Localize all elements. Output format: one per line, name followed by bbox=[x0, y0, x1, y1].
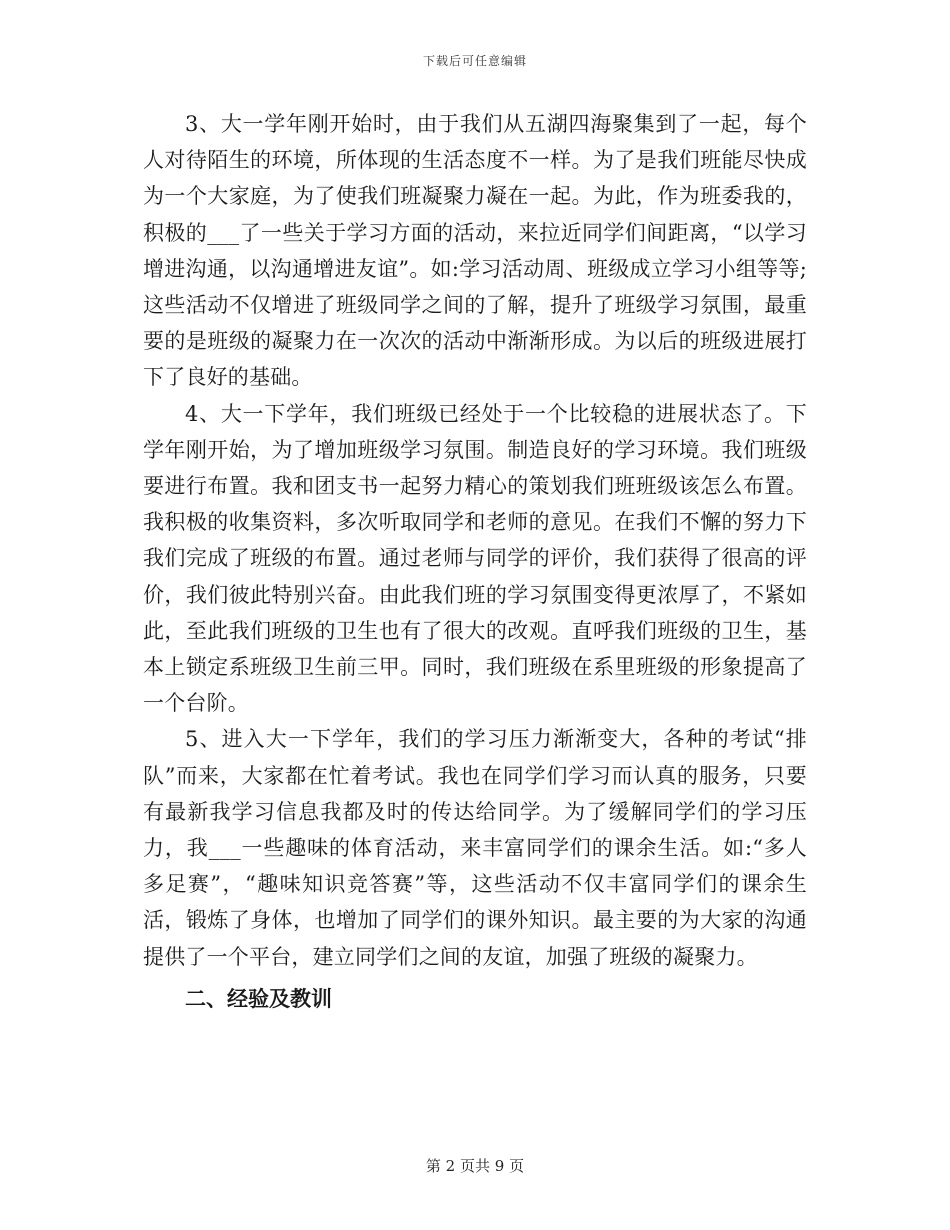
page-header: 下载后可任意编辑 bbox=[422, 54, 527, 68]
paragraph-5: 5、进入大一下学年，我们的学习压力渐渐变大，各种的考试“排队”而来，大家都在忙着考试。我也在同学们学习而认真的服务，只要有最新我学习信息我都及时的传达给同学。为了缓解同学们的学习压力，我___一些趣味的体育活动，来丰富同学们的课余生活。如:“多人多足赛”，“趣味知识竞答赛”等，这些活动不仅丰富同学们的课余生活，锻炼了身体，也增加了同学们的课外知识。最主要的为大家的沟通提供了一个平台，建立同学们之间的友谊，加强了班级的凝聚力。 bbox=[143, 727, 807, 969]
document-body bbox=[143, 106, 807, 1017]
paragraph-4: 4、大一下学年，我们班级已经处于一个比较稳的进展状态了。下学年刚开始，为了增加班级学习氛围。制造良好的学习环境。我们班级要进行布置。我和团支书一起努力精心的策划我们班班级该怎么布置。我积极的收集资料，多次听取同学和老师的意见。在我们不懈的努力下我们完成了班级的布置。通过老师与同学的评价，我们获得了很高的评价，我们彼此特别兴奋。由此我们班的学习氛围变得更浓厚了，不紧如此，至此我们班级的卫生也有了很大的改观。直呼我们班级的卫生，基本上锁定系班级卫生前三甲。同时，我们班级在系里班级的形象提高了一个台阶。 bbox=[143, 401, 807, 716]
page-number-footer: 第 2 页共 9 页 bbox=[425, 1157, 525, 1175]
paragraph-3: 3、大一学年刚开始时，由于我们从五湖四海聚集到了一起，每个人对待陌生的环境，所体现的生活态度不一样。为了是我们班能尽快成为一个大家庭，为了使我们班凝聚力凝在一起。为此，作为班委我的，积极的___了一些关于学习方面的活动，来拉近同学们间距离，“以学习增进沟通，以沟通增进友谊”。如:学习活动周、班级成立学习小组等等;这些活动不仅增进了班级同学之间的了解，提升了班级学习氛围，最重要的是班级的凝聚力在一次次的活动中渐渐形成。为以后的班级进展打下了良好的基础。 bbox=[143, 112, 807, 390]
section-heading: 二、经验及教训 bbox=[185, 985, 332, 1011]
